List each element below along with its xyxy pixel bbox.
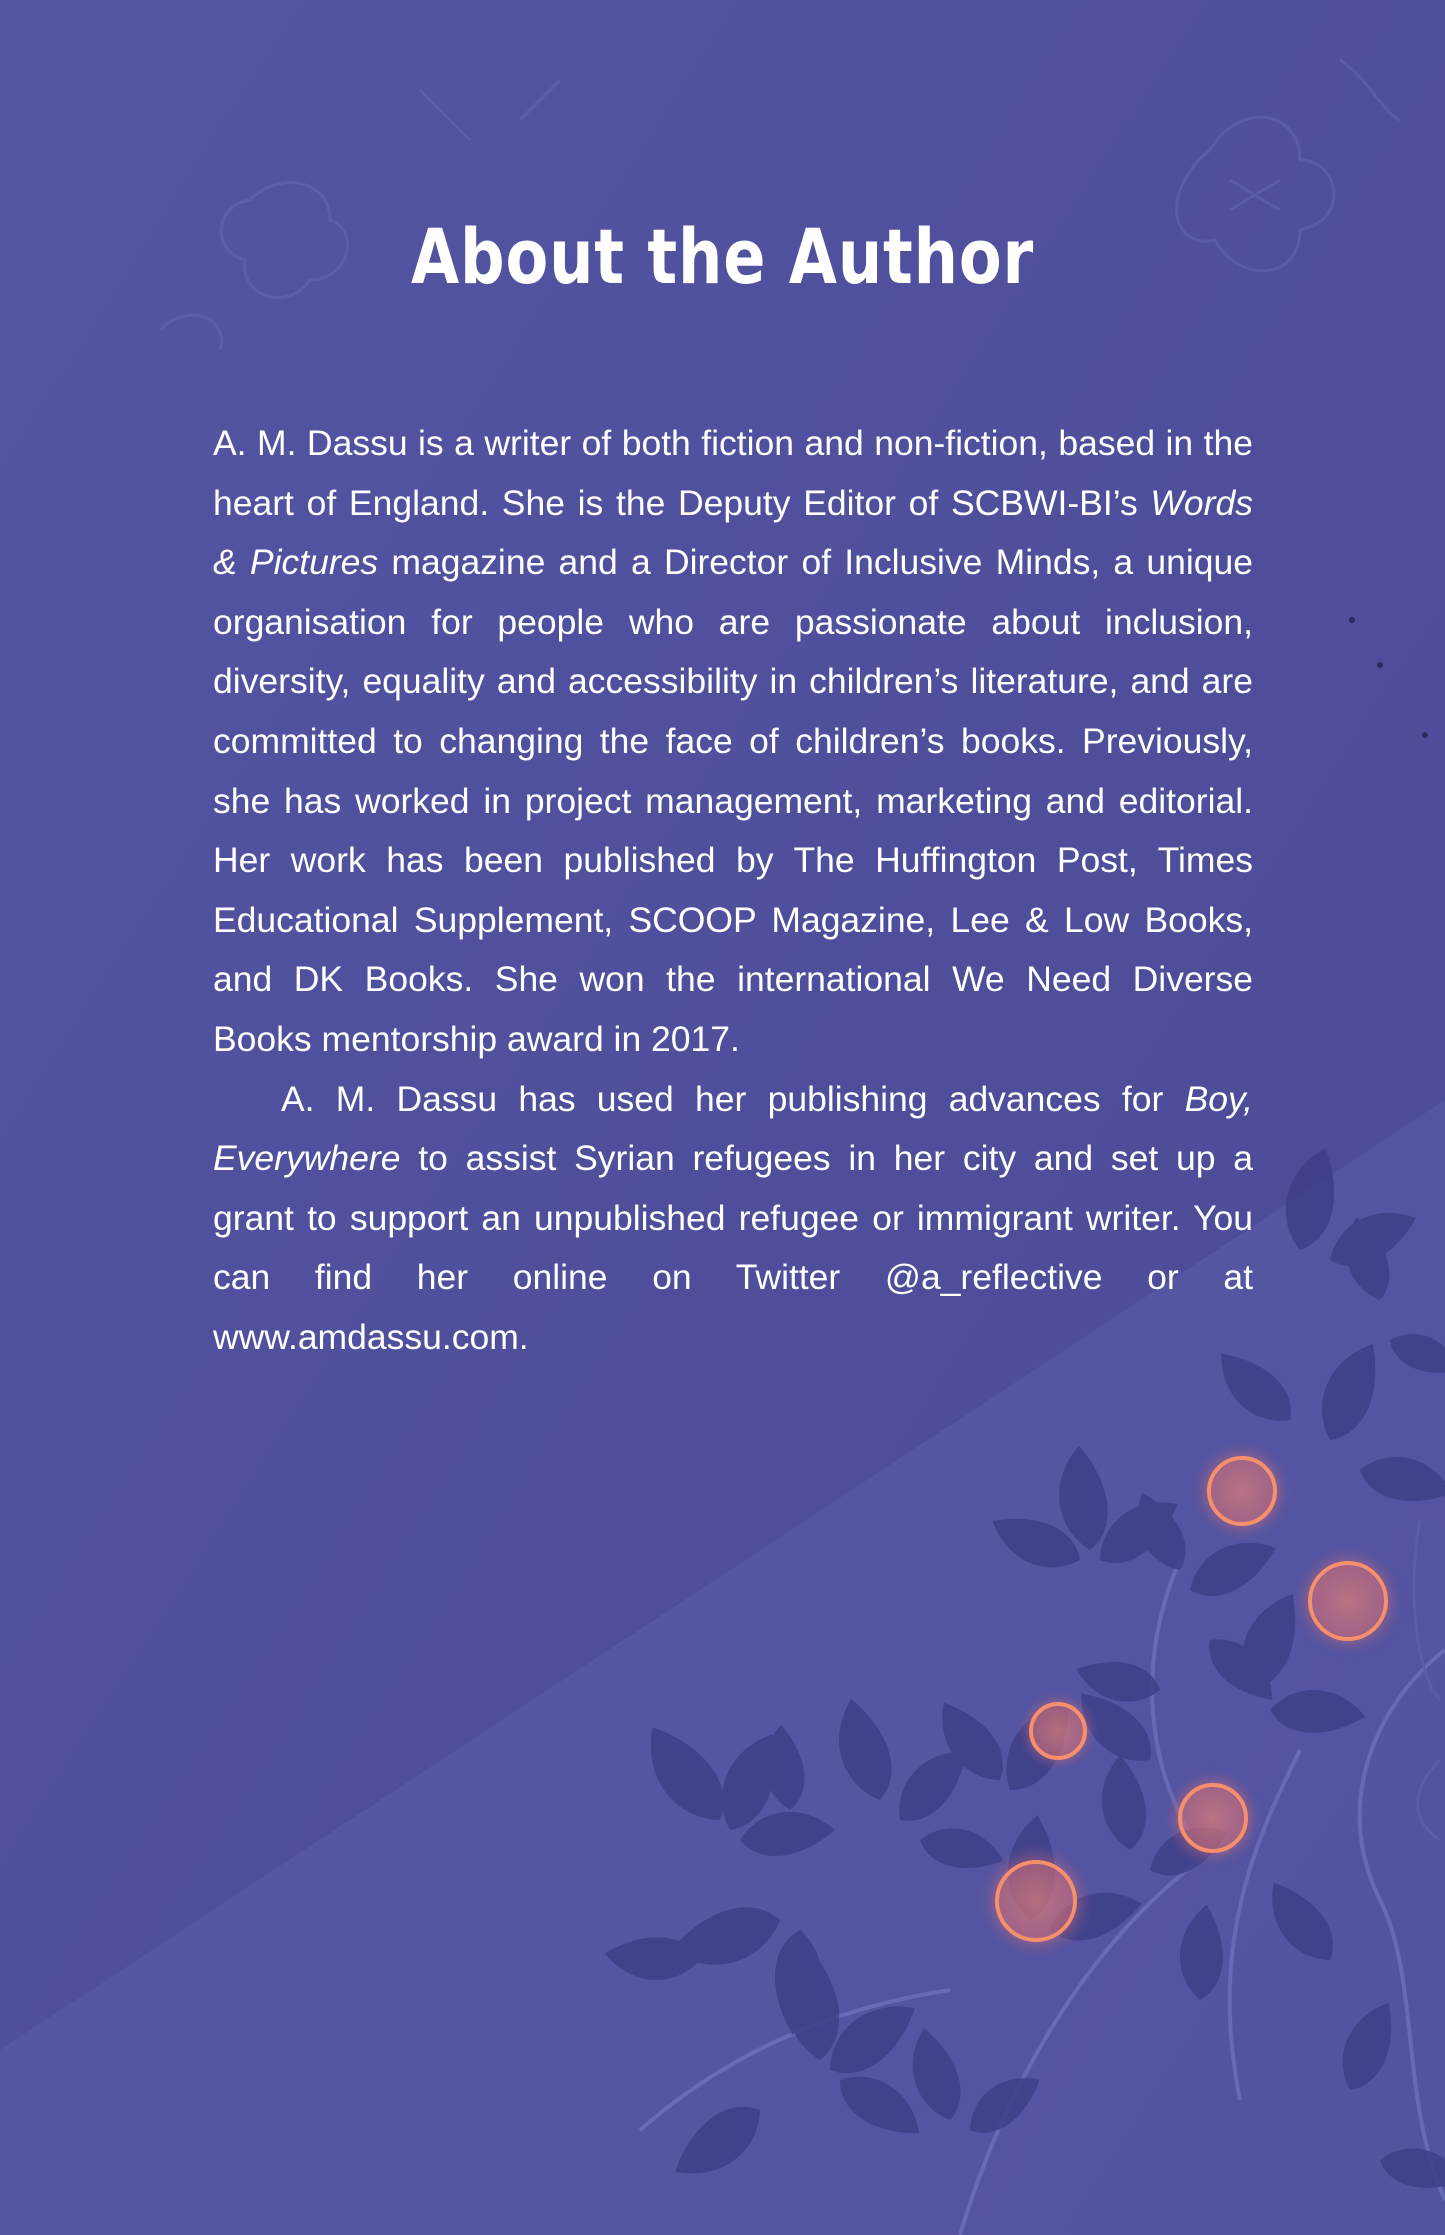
page-title: About the Author <box>410 212 1035 301</box>
author-bio <box>213 414 1253 1368</box>
bio-paragraph-2: A. M. Dassu has used her publishing advances for Boy, Everywhere to assist Syrian refugees in her city and set up a grant to support an unpublished refugee or immigrant writer. You can find her online on Twitter @a_reflective or at www.amdassu.com. <box>213 1078 1253 1357</box>
bio-paragraph-1: A. M. Dassu is a writer of both fiction and non-fiction, based in the heart of England. She is the Deputy Editor of SCBWI-BI’s Words & Pictures magazine and a Director of Inclusive Minds, a unique organisation for people who are passionate about inclusion, diversity, equality and accessibility in children’s literature, and are committed to changing the face of children’s books. Previously, she has worked in project management, marketing and editorial. Her work has been published by The Huffington Post, Times Educational Supplement, SCOOP Magazine, Lee & Low Books, and DK Books. She won the international We Need Diverse Books mentorship award in 2017. <box>213 423 1253 1059</box>
